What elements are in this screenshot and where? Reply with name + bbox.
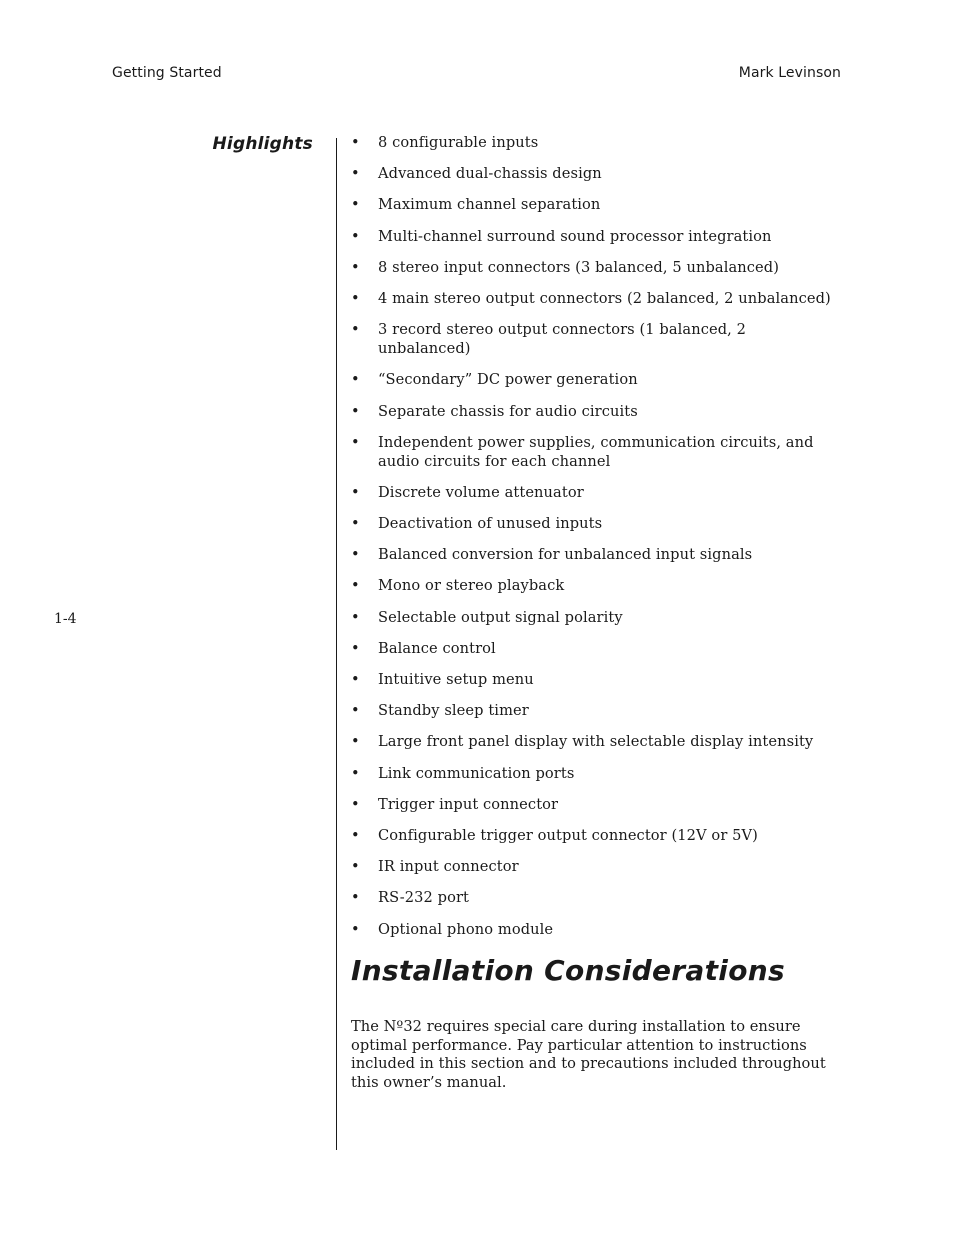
list-item [351,670,841,689]
installation-paragraph: The Nº32 requires special care during installation to ensure optimal performance. Pay particular attention to instructions included in this section and to precautions included throughout this owner’s manual. [351,1018,826,1091]
list-item [351,258,841,277]
bullet-icon: • [351,546,360,564]
bullet-icon: • [351,227,360,245]
bullet-icon: • [351,639,360,657]
bullet-icon: • [351,826,360,844]
bullet-icon: • [351,515,360,533]
margin-rule [336,138,337,1150]
bullet-icon: • [351,433,360,451]
list-item-text: Configurable trigger output connector (12V or 5V) [378,826,758,844]
list-item [351,795,841,814]
list-item [351,483,841,502]
bullet-icon: • [351,321,360,339]
highlights-heading: Highlights [212,134,313,154]
list-item [351,402,841,421]
list-item-text: Balanced conversion for unbalanced input signals [378,546,753,564]
list-item-text: RS-232 port [378,889,470,907]
list-item-text: 4 main stereo output connectors (2 balanced, 2 unbalanced) [378,289,831,307]
list-item [351,133,841,152]
bullet-icon: • [351,196,360,214]
list-item-text: 3 record stereo output connectors (1 balanced, 2 unbalanced) [378,321,747,358]
list-item [351,320,841,358]
bullet-icon: • [351,671,360,688]
bullet-icon: • [351,289,360,307]
bullet-icon: • [351,795,360,813]
list-item-text: 8 stereo input connectors (3 balanced, 5 unbalanced) [378,258,780,276]
list-item [351,826,841,845]
list-item [351,732,841,751]
bullet-icon: • [351,608,360,626]
list-item [351,227,841,246]
list-item-text: Link communication ports [378,764,575,782]
list-item-text: Mono or stereo playback [378,577,565,595]
list-item-text: Independent power supplies, communication circuits, and audio circuits for each channel [378,433,814,470]
bullet-icon: • [351,764,360,782]
list-item-text: Optional phono module [378,920,554,938]
bullet-icon: • [351,889,360,907]
list-item [351,370,841,389]
bullet-icon: • [351,165,360,183]
list-item-text: Deactivation of unused inputs [378,515,603,533]
list-item-text: Intuitive setup menu [378,671,534,688]
list-item-text: Advanced dual-chassis design [378,165,602,183]
list-item [351,920,841,939]
highlights-list [351,133,841,951]
list-item [351,545,841,564]
list-item-text: Standby sleep timer [378,702,529,720]
list-item-text: 8 configurable inputs [378,134,539,151]
list-item [351,433,841,471]
list-item-text: Maximum channel separation [378,196,601,214]
list-item [351,888,841,907]
list-item [351,195,841,214]
list-item [351,639,841,658]
list-item [351,857,841,876]
bullet-icon: • [351,858,360,876]
list-item [351,576,841,595]
list-item [351,289,841,308]
bullet-icon: • [351,577,360,595]
list-item-text: Discrete volume attenuator [378,483,584,501]
list-item-text: Separate chassis for audio circuits [378,402,638,420]
list-item-text: Large front panel display with selectable display intensity [378,733,814,751]
list-item-text: Selectable output signal polarity [378,608,623,626]
list-item-text: Trigger input connector [378,795,559,813]
bullet-icon: • [351,134,360,151]
list-item [351,701,841,720]
bullet-icon: • [351,371,360,389]
list-item [351,608,841,627]
list-item-text: IR input connector [378,858,519,876]
list-item-text: Multi-channel surround sound processor integration [378,227,772,245]
list-item-text: Balance control [378,639,496,657]
list-item-text: “Secondary” DC power generation [378,371,638,389]
bullet-icon: • [351,733,360,751]
bullet-icon: • [351,702,360,720]
bullet-icon: • [351,258,360,276]
bullet-icon: • [351,920,360,938]
list-item [351,764,841,783]
page-number: 1-4 [54,611,77,627]
list-item [351,164,841,183]
installation-heading: Installation Considerations [351,954,785,987]
bullet-icon: • [351,402,360,420]
list-item [351,514,841,533]
running-header-brand: Mark Levinson [738,65,841,81]
bullet-icon: • [351,483,360,501]
running-header-section: Getting Started [112,65,222,81]
